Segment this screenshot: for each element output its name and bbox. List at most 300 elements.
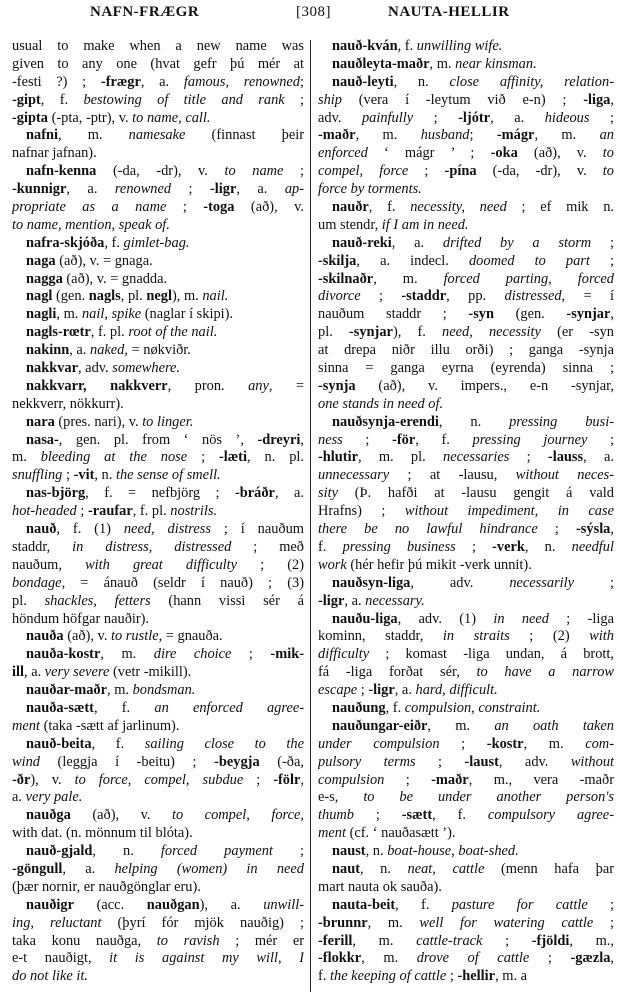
text-run: (hann vissi sér á [150,592,304,609]
text-line [12,825,304,843]
text-run: f. [318,538,343,555]
definition: under compulsion [318,735,440,752]
text-run: , m. [100,646,154,663]
bold-form: -lauss [547,449,584,466]
definition: unnecessary [318,467,390,484]
bold-form: -frægr [100,73,141,90]
entry-line [318,56,614,74]
text-run: ; [342,431,393,448]
text-run: , m. [367,914,420,931]
entry-line [318,861,614,879]
text-run: ; [589,252,614,269]
text-line [12,968,304,986]
text-run: ), v. [30,771,75,788]
text-run: höndum höfgar nauðir). [12,610,150,627]
headword: nauðung [332,699,386,716]
text-run: , pl. [120,288,147,305]
entry-line [318,414,614,432]
text-line [318,360,614,378]
text-run: (að), v. [70,807,172,824]
text-run: ; [243,771,274,788]
text-run: mart nauta ok sauða). [318,878,442,895]
text-run: ; [529,950,571,967]
definition: compulsion, constraint. [404,699,541,716]
bold-form: -brunnr [318,914,368,931]
definition: do not like it. [12,968,88,985]
text-run: (menn hafa þar [484,860,614,877]
text-run: (vetr -mikill). [109,664,192,681]
bold-form: -ljótr [458,109,491,126]
entry-line [12,306,304,324]
text-run: nauðum, [12,556,86,573]
definition: enforced [318,145,368,162]
text-line [318,503,614,521]
header-first-headword: NAFN-FRÆGR [90,4,200,20]
headword: nara [26,413,55,430]
definition: the keeping of cattle [330,968,447,985]
text-run: , m. [58,127,129,144]
definition: to [602,145,614,162]
definition: needful [571,538,614,555]
definition: forced payment [160,843,273,860]
bold-form: -laust [464,753,499,770]
definition: need, distress [123,521,211,538]
text-run: ; [284,91,304,108]
definition: pasture for cattle [451,896,588,913]
headword: nauða-kostr [26,646,101,663]
definition: to name, call. [132,109,211,126]
definition: close affinity, relation- [449,73,614,90]
text-line [318,253,614,271]
text-line [318,181,614,199]
definition: pressing business [342,538,456,555]
text-run: ; [589,109,614,126]
text-run: ; [415,753,465,770]
definition: escape [318,682,358,699]
bold-form: -maðr [318,127,356,144]
definition: snuffling [12,467,63,484]
text-run: ; [591,234,614,251]
bold-form: -flokkr [318,950,362,967]
text-run: (er -syn [540,324,614,341]
definition: distressed [504,288,562,305]
bold-form: ill [12,664,24,681]
definition: neat, cattle [407,860,485,877]
text-run: , gen. pl. from ‘ nös ’, [58,431,258,448]
definition: drove of cattle [416,950,530,967]
headword: nauða-sætt [26,699,94,716]
text-run: (gen. [494,306,567,323]
entry-line [12,646,304,664]
text-run: (leggja í -beitu) ; [40,753,215,770]
definition: ment [12,717,40,734]
text-run: , a. indecl. [356,252,469,269]
bold-form: -fjöldi [531,932,570,949]
text-line [318,110,614,128]
text-run: , n. [393,73,450,90]
definition: gimlet-bag. [123,234,190,251]
text-run: (að), v. [63,628,112,645]
definition: need, necessity [442,324,541,341]
definition: to compel, force, [171,807,304,824]
bold-form: -raufar [87,503,133,520]
headword: nasa- [26,431,59,448]
text-line [318,915,614,933]
text-line [318,217,614,235]
text-line [318,539,614,557]
definition: to rustle [111,628,159,645]
text-run: staddr, [12,538,73,555]
bold-form: -mik- [270,646,304,663]
text-run: ; [384,771,432,788]
text-run: , [610,91,614,108]
entry-line [318,38,614,56]
definition: drifted by a storm [442,234,592,251]
entry-line [318,843,614,861]
definition: any [248,377,269,394]
text-run: (vera í -leytum við e-n) ; [342,91,584,108]
definition: pressing busi- [509,413,614,430]
definition: wind [12,753,40,770]
definition: without impediment, in case [404,503,614,520]
headword: nauðu-liga [332,610,398,627]
definition: pressing journey [472,431,588,448]
bold-form: -verk [492,538,525,555]
definition: in need [493,610,549,627]
text-run: , m. [534,127,600,144]
headword: nas-björg [26,485,86,502]
text-line [12,110,304,128]
text-run: , m. [56,306,82,323]
text-run: ; [76,503,88,520]
text-run: , m., [569,932,614,949]
text-line [318,288,614,306]
text-run: at drepa niðr illu orði) ; ganga -synja [318,342,614,359]
text-run: , [300,431,304,448]
text-run: , a. [24,664,45,681]
definition: to ravish [156,932,220,949]
text-run: ), m. [171,288,203,305]
definition: bestowing of title and rank [83,91,285,108]
entry-line [12,628,304,646]
text-run: , = nøkviðr. [124,342,191,359]
text-line [12,575,304,593]
bold-form: -skilja [318,252,357,269]
text-run: (hér hefir þú mikit -verk unnit). [346,556,532,573]
headword: nakkvarr, nakkverr [26,377,168,394]
definition: compel, force [318,163,409,180]
definition: compulsory agree- [487,807,614,824]
definition: to have a narrow [476,664,614,681]
text-run: ; [187,449,219,466]
text-line [318,271,614,289]
text-line [12,915,304,933]
definition: nail, spike [81,306,142,323]
text-run: pl. [12,592,45,609]
text-run: , f. [432,807,488,824]
text-run: ; [408,163,445,180]
text-run: ; [272,843,304,860]
definition: helping (women) in need [114,860,304,877]
text-line [12,74,304,92]
text-run: with dat. (n. mönnum til blóta). [12,825,193,842]
text-run: ; [283,163,304,180]
text-run: ; [455,538,493,555]
entry-line [318,718,614,736]
definition: bondage [12,574,62,591]
definition: one stands in need of. [318,395,444,412]
bold-form: -liga [583,91,611,108]
text-run: nafnar jafnan). [12,145,97,162]
headword: nauða [26,628,64,645]
right-column [318,38,614,994]
text-run: ; [300,73,304,90]
bold-form: -gipt [12,91,41,108]
text-run: , f. pl. [90,324,129,341]
definition: famous, renowned [183,73,301,90]
text-run: ; mér er [219,932,304,949]
text-run: ; [62,467,74,484]
text-line [12,503,304,521]
text-line [12,754,304,772]
text-run: , m. a [495,968,528,985]
text-run: , f. pl. [132,503,171,520]
entry-line [12,736,304,754]
text-run: , [610,950,614,967]
text-run: , [610,306,614,323]
text-run: , [610,521,614,538]
text-line [318,593,614,611]
bold-form: nagls [88,288,121,305]
text-line [318,432,614,450]
text-run: nekkverr, nökkurr). [12,395,124,412]
text-run: f. [318,968,330,985]
bold-form: -vit [73,467,95,484]
bold-form: -ferill [318,932,353,949]
definition: necessaries [443,449,510,466]
text-run: , a. [274,485,304,502]
text-line [318,664,614,682]
text-run: , n. [365,843,388,860]
bold-form: -læti [219,449,247,466]
text-line [318,968,614,986]
text-run: fá -liga forðat sér, [318,664,477,681]
headword: naust [332,843,366,860]
text-line [318,145,614,163]
bold-form: -göngull [12,860,63,877]
text-run: , f. [91,735,145,752]
text-line [12,879,304,897]
definition: shackles, fetters [44,592,151,609]
text-run: (að), v. [234,199,304,216]
definition: it is against my will, I [109,950,304,967]
definition: the sense of smell. [115,467,221,484]
definition: unwill- [263,896,304,913]
text-run: ; [353,807,402,824]
text-run: -festi ?) ; [12,73,101,90]
definition: without [570,753,614,770]
bold-form: -synjar [566,306,611,323]
text-line [12,593,304,611]
definition: force by torments. [318,181,422,198]
definition: well for watering cattle [419,914,594,931]
text-line [12,539,304,557]
definition: work [318,556,347,573]
text-run: (að), v. [517,145,603,162]
text-run: m. [12,449,41,466]
entry-line [318,199,614,217]
text-line [12,611,304,629]
headword: naut [332,860,360,877]
text-run: ; [413,109,459,126]
entry-line [12,127,304,145]
definition: an [599,127,614,144]
text-run: (acc. [73,896,147,913]
text-line [318,306,614,324]
text-line [318,628,614,646]
entry-line [12,432,304,450]
definition: dire choice [153,646,232,663]
definition: hideous [544,109,590,126]
bold-form: -ligr [209,181,237,198]
bold-form: -ligr [318,592,345,609]
text-run: ), f. [392,324,443,341]
text-run: (naglar í skipi). [141,306,234,323]
bold-form: -fölr [273,771,301,788]
definition: renowned [114,181,172,198]
text-line [12,861,304,879]
text-run: , m. [107,682,133,699]
text-run: , n. [92,843,161,860]
definition: in straits [442,628,510,645]
headword: nauð-leyti [332,73,394,90]
definition: to name, mention, speak of. [12,216,170,233]
page-number: [308] [296,4,331,20]
text-run: ), a. [199,896,264,913]
definition: to force, compel, subdue [74,771,244,788]
text-line [12,38,304,56]
text-line [318,127,614,145]
definition: ship [318,91,342,108]
definition: there be no lawful hindrance [318,521,538,538]
bold-form: -ligr [368,682,395,699]
definition: unwilling wife. [416,38,503,54]
text-line [12,199,304,217]
headword: nagli [26,306,57,323]
text-run: , a. [66,181,115,198]
entry-line [318,897,614,915]
headword: naga [26,252,56,269]
entry-line [318,700,614,718]
text-run: ; [360,288,402,305]
text-run: , f. [395,896,452,913]
text-line [12,933,304,951]
definition: very severe [44,664,110,681]
text-run: ; at -lausu, [389,467,516,484]
text-line [318,789,614,807]
text-run: ; [231,646,271,663]
definition: an enforced agree- [154,699,304,716]
headword: nauð-reki [332,234,392,251]
entry-line [12,324,304,342]
text-run: ; [593,914,614,931]
text-run: , n. [438,413,510,430]
entry-line [12,485,304,503]
definition: bondsman. [132,682,196,699]
headword: nauðr [332,199,369,216]
text-run: kominn, staddr, [318,628,443,645]
text-line [12,718,304,736]
text-run: ; [171,181,210,198]
entry-line [12,163,304,181]
headword: nauðsynja-erendi [332,413,439,430]
text-run: , m., vera -maðr [468,771,614,788]
text-run: adv. [318,109,362,126]
entry-line [12,414,304,432]
text-line [318,521,614,539]
entry-line [12,253,304,271]
definition: ness [318,431,343,448]
bold-form: -gipta [12,109,48,126]
text-run: , f. = nefbjörg ; [85,485,235,502]
entry-line [12,360,304,378]
bold-form: -synja [318,377,356,394]
text-line [318,933,614,951]
text-run: , a. [391,234,443,251]
text-run: , f. [40,91,84,108]
headword: nauð [26,521,57,538]
text-run: sinna = ganga eyrna (eyrenda) sinna ; [318,360,614,377]
headword: nafni [26,127,58,144]
text-run: , a. [62,860,115,877]
headword: nakkvar [26,360,78,377]
text-run: (að), v. = gnadda. [62,270,168,287]
page-header [0,4,625,26]
definition: to [602,163,614,180]
bold-form: -toga [203,199,235,216]
headword: nagls-rœtr [26,324,91,341]
text-run: (þyrí fór mjök nauðig) ; [101,914,304,931]
text-run: , a. [583,449,614,466]
text-run: , f. [397,38,417,54]
text-run: (-pta, -ptr), v. [47,109,133,126]
bold-form: -sýsla [576,521,611,538]
text-line [318,682,614,700]
entry-line [12,843,304,861]
definition: in distress, distressed [72,538,232,555]
bold-form: -maðr [431,771,469,788]
entry-line [318,235,614,253]
definition: difficulty [318,646,370,663]
text-line [12,664,304,682]
definition: namesake [128,127,186,144]
text-run: , = gnauða. [158,628,223,645]
definition: nostrils. [170,503,218,520]
text-run: , n. [524,538,572,555]
entry-line [12,521,304,539]
text-run: , n. [360,860,408,877]
definition: doomed to part [468,252,590,269]
text-line [318,467,614,485]
definition: if I am in need. [381,216,469,233]
text-run: nauðum staddr ; [318,306,469,323]
bold-form: nauðgan [146,896,200,913]
text-run: , m. [355,127,421,144]
entry-line [12,342,304,360]
text-line [12,181,304,199]
text-run: , f. [385,699,405,716]
text-run: ; með [231,538,304,555]
